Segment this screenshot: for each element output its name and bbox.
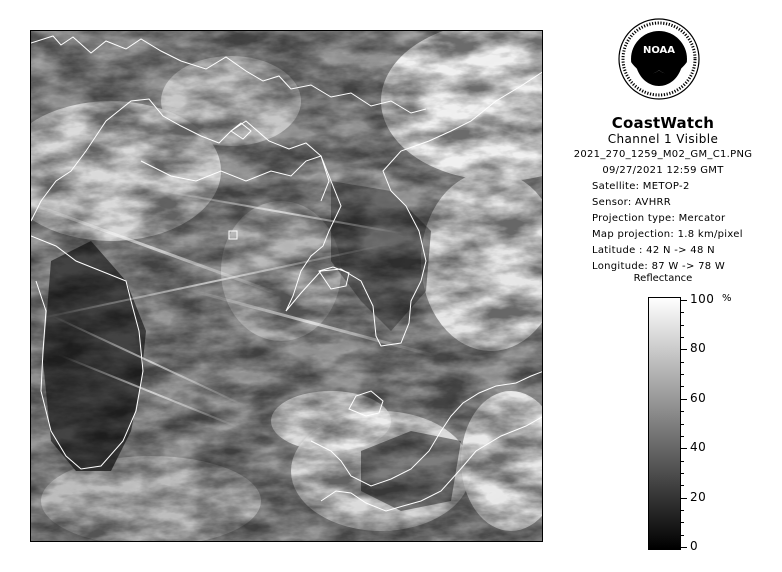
- projection-type: Projection type: Mercator: [592, 213, 726, 224]
- colorbar-major-tick: [681, 448, 687, 449]
- colorbar-minor-tick: [681, 312, 684, 313]
- colorbar-minor-tick: [681, 510, 684, 511]
- colorbar-major-tick: [681, 399, 687, 400]
- colorbar-gradient: [648, 297, 681, 550]
- sensor-name: Sensor: AVHRR: [592, 197, 672, 208]
- satellite-image-panel: [30, 30, 543, 542]
- colorbar-tick-label: 60: [690, 390, 707, 405]
- colorbar-minor-tick: [681, 411, 684, 412]
- info-sidebar: [556, 10, 770, 562]
- colorbar-title: Reflectance: [633, 273, 693, 284]
- colorbar-minor-tick: [681, 461, 684, 462]
- colorbar-minor-tick: [681, 325, 684, 326]
- colorbar-minor-tick: [681, 522, 684, 523]
- colorbar-major-tick: [681, 300, 687, 301]
- cloud-noise-overlay: [31, 31, 543, 542]
- colorbar-minor-tick: [681, 535, 684, 536]
- map-projection: Map projection: 1.8 km/pixel: [592, 229, 743, 240]
- colorbar-tick-label: 100: [690, 292, 715, 306]
- satellite-name: Satellite: METOP-2: [592, 181, 690, 192]
- noaa-logo-text: NOAA: [642, 45, 676, 56]
- colorbar-major-tick: [681, 498, 687, 499]
- colorbar-minor-tick: [681, 374, 684, 375]
- product-title: CoastWatch: [611, 114, 715, 132]
- colorbar-minor-tick: [681, 362, 684, 363]
- colorbar-tick-label: 0: [690, 539, 699, 553]
- product-subtitle: Channel 1 Visible: [607, 132, 719, 146]
- colorbar-tick-label: 40: [690, 440, 707, 455]
- latitude-range: Latitude : 42 N -> 48 N: [592, 245, 715, 256]
- satellite-image: [31, 31, 543, 542]
- colorbar-unit: %: [722, 293, 732, 304]
- colorbar-minor-tick: [681, 473, 684, 474]
- acquisition-datetime: 09/27/2021 12:59 GMT: [602, 165, 724, 176]
- noaa-logo: [618, 18, 700, 100]
- colorbar-tick-label: 20: [690, 489, 707, 504]
- colorbar-major-tick: [681, 349, 687, 350]
- colorbar-tick-label: 80: [690, 341, 707, 356]
- colorbar-minor-tick: [681, 337, 684, 338]
- colorbar-minor-tick: [681, 386, 684, 387]
- colorbar-minor-tick: [681, 436, 684, 437]
- colorbar-minor-tick: [681, 485, 684, 486]
- colorbar-major-tick: [681, 547, 687, 548]
- longitude-range: Longitude: 87 W -> 78 W: [592, 261, 726, 272]
- file-name: 2021_270_1259_M02_GM_C1.PNG: [573, 149, 753, 160]
- colorbar-minor-tick: [681, 424, 684, 425]
